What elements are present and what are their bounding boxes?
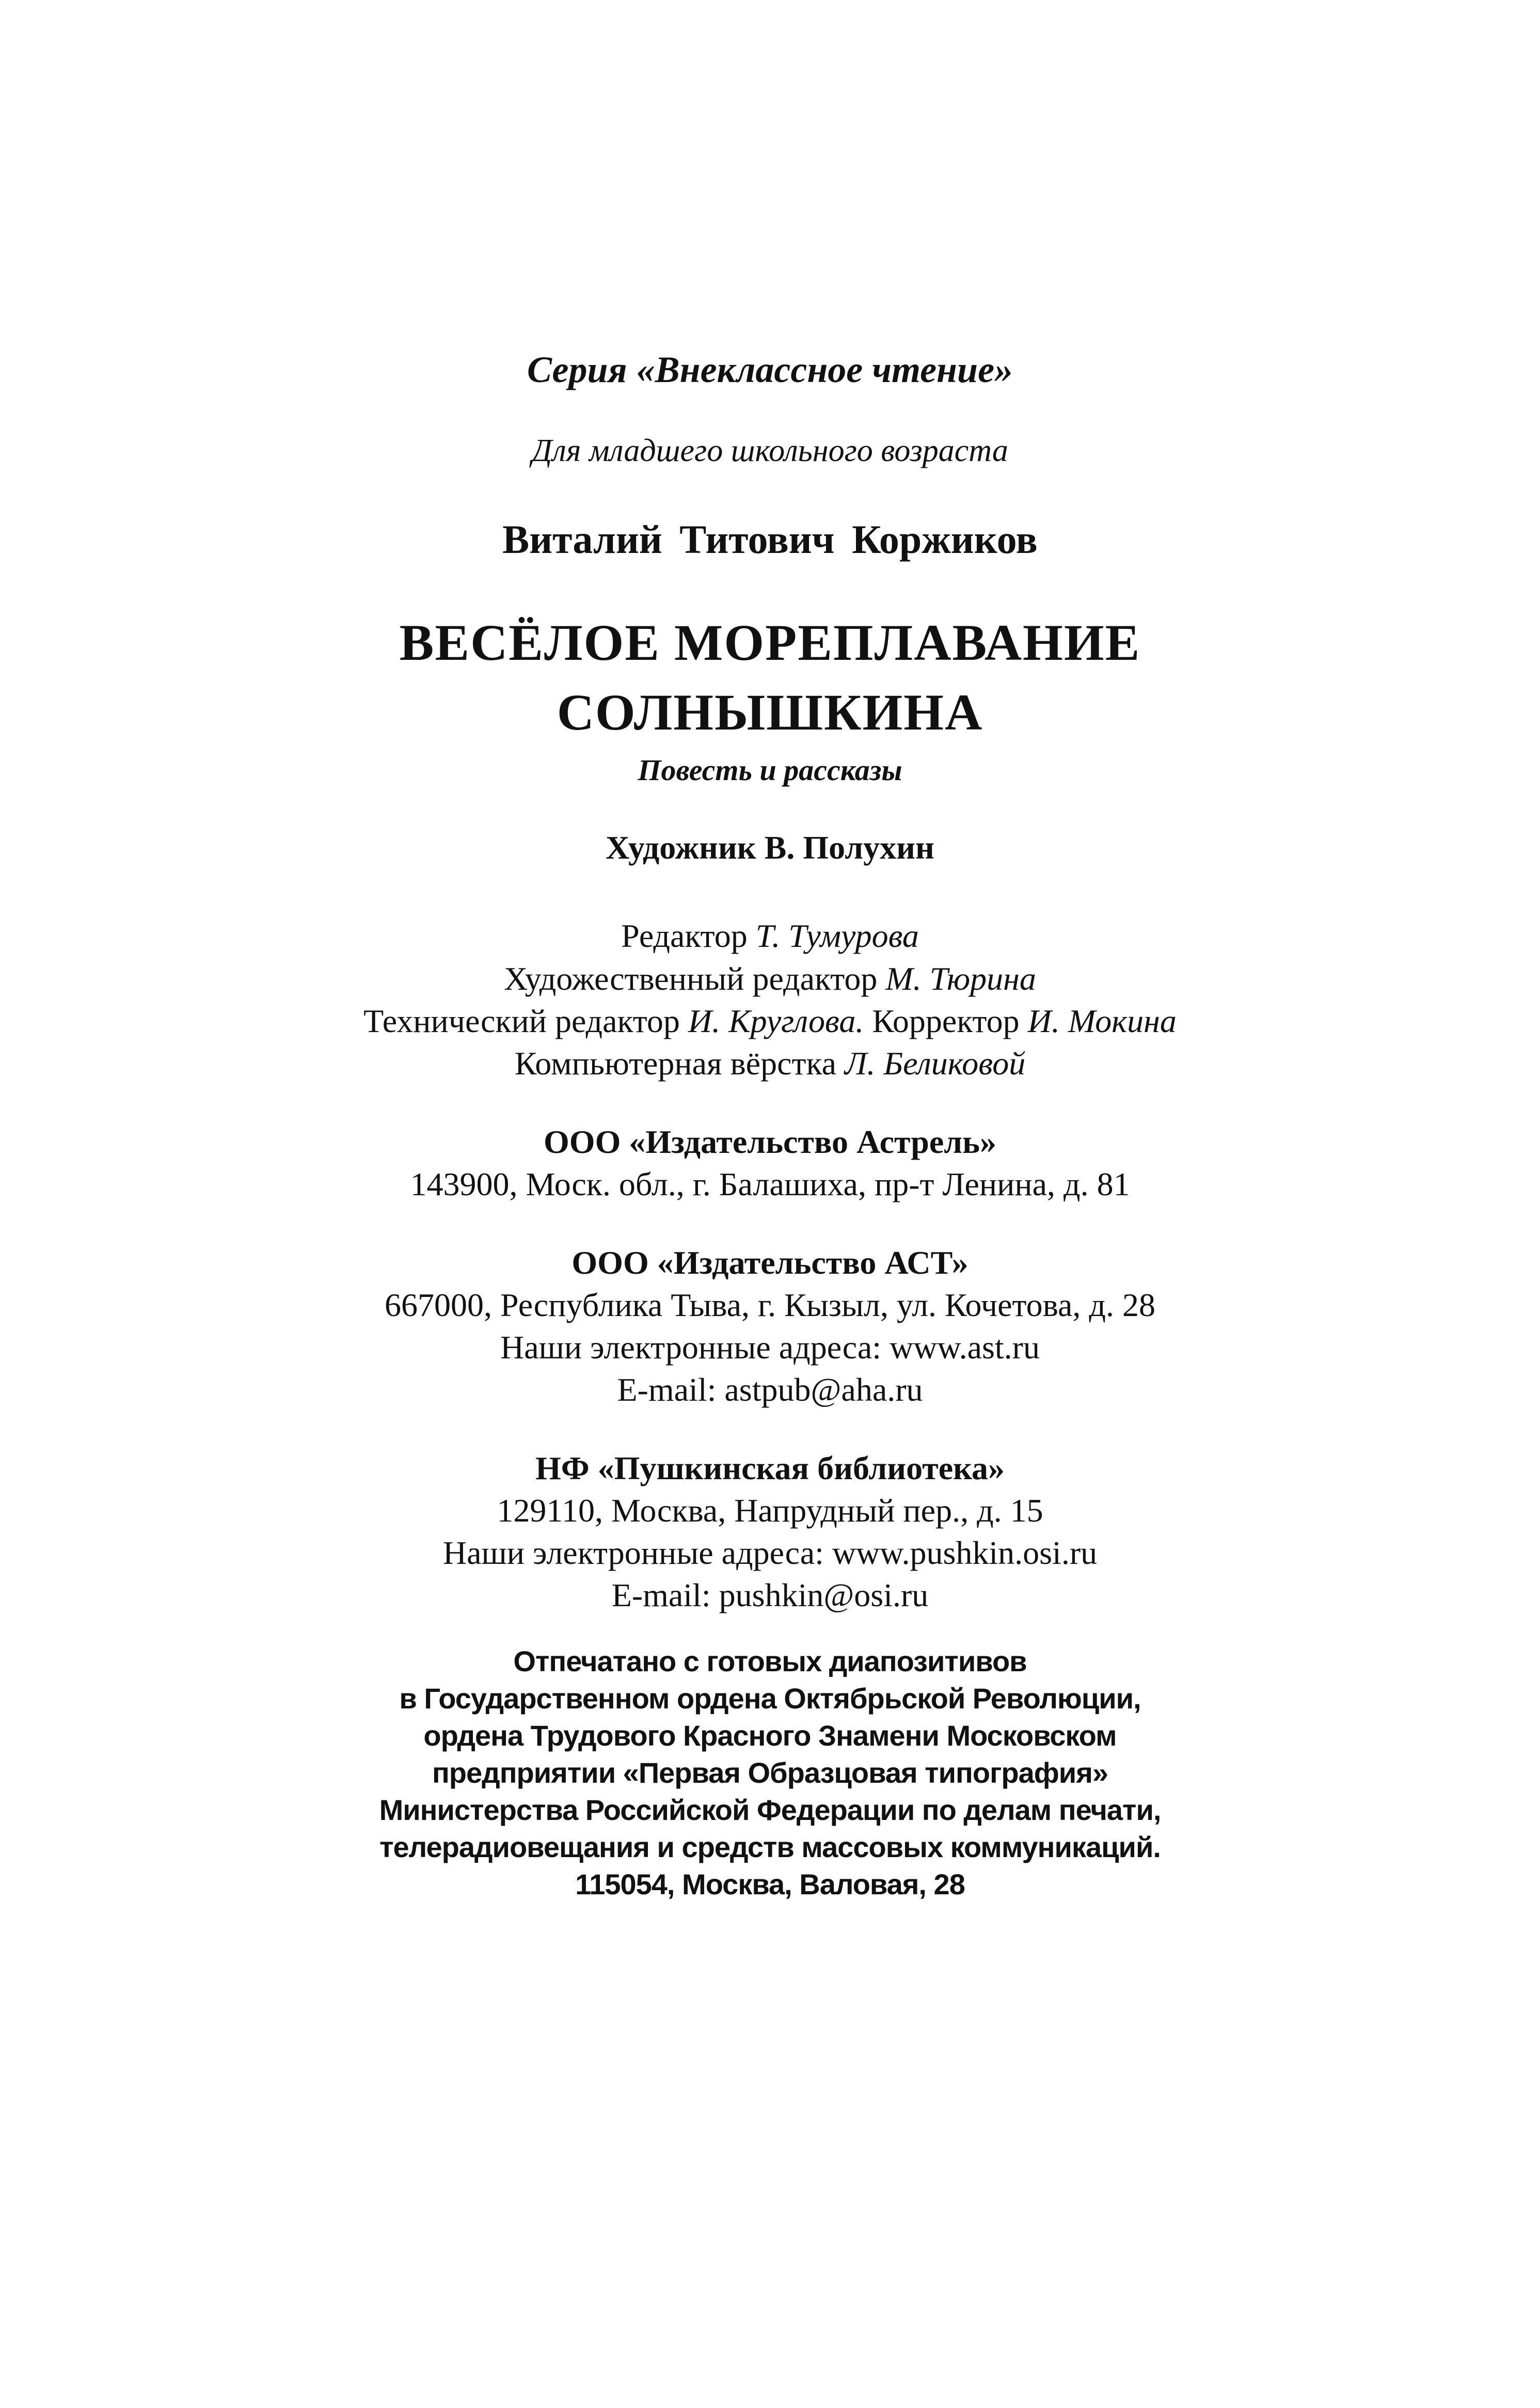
author-name: Виталий Титович Коржиков <box>502 517 1038 562</box>
art-editor-name: М. Тюрина <box>885 960 1036 997</box>
printer-address: 115054, Москва, Валовая, 28 <box>575 1868 965 1900</box>
printer-line: Министерства Российской Федерации по делам печати, <box>379 1794 1161 1826</box>
editor-credit <box>0 917 1540 954</box>
art-editor-credit <box>0 962 1540 995</box>
printer-line: телерадиовещания и средств массовых коммуникаций. <box>379 1831 1161 1863</box>
layout-credit <box>0 1047 1540 1080</box>
printer-line: ордена Трудового Красного Знамени Московском <box>423 1719 1117 1752</box>
publisher-3-email: E-mail: pushkin@osi.ru <box>611 1577 929 1613</box>
printer-line: Отпечатано с готовых диапозитивов <box>513 1645 1027 1677</box>
tech-editor-role: Технический редактор <box>363 1003 688 1039</box>
editor-name: Т. Тумурова <box>755 917 919 954</box>
series-line: Серия «Внеклассное чтение» <box>527 349 1013 390</box>
editor-role: Редактор <box>621 917 756 954</box>
publisher-2-website: Наши электронные адреса: www.ast.ru <box>500 1329 1040 1366</box>
layout-name: Л. Беликовой <box>844 1045 1026 1082</box>
publisher-3-website: Наши электронные адреса: www.pushkin.osi.ru <box>442 1534 1098 1571</box>
publisher-2-address: 667000, Республика Тыва, г. Кызыл, ул. Кочетова, д. 28 <box>385 1287 1155 1323</box>
printer-line: предприятии «Первая Образцовая типография» <box>432 1756 1108 1789</box>
age-group-line: Для младшего школьного возраста <box>532 433 1008 468</box>
book-title-line-2: СОЛНЫШКИНА <box>557 684 983 741</box>
artist-credit: Художник В. Полухин <box>606 829 934 866</box>
art-editor-role: Художественный редактор <box>504 960 886 997</box>
publisher-2-email: E-mail: astpub@aha.ru <box>617 1371 923 1408</box>
book-subtitle: Повесть и рассказы <box>638 753 902 787</box>
publisher-2-name: ООО «Издательство АСТ» <box>571 1244 969 1281</box>
layout-role: Компьютерная вёрстка <box>514 1045 845 1082</box>
tech-editor-name: И. Круглова. <box>688 1003 864 1039</box>
proofreader-name: И. Мокина <box>1027 1003 1177 1039</box>
publisher-1-address: 143900, Моск. обл., г. Балашиха, пр-т Ленина, д. 81 <box>410 1166 1130 1202</box>
publisher-3-address: 129110, Москва, Напрудный пер., д. 15 <box>497 1492 1043 1529</box>
book-title-line-1: ВЕСЁЛОЕ МОРЕПЛАВАНИЕ <box>399 614 1141 671</box>
tech-editor-credit <box>0 1005 1540 1038</box>
printer-line: в Государственном ордена Октябрьской Революции, <box>399 1682 1141 1715</box>
proofreader-role: Корректор <box>864 1003 1028 1039</box>
publisher-1-name: ООО «Издательство Астрель» <box>544 1123 996 1160</box>
publisher-3-name: НФ «Пушкинская библиотека» <box>535 1450 1005 1486</box>
